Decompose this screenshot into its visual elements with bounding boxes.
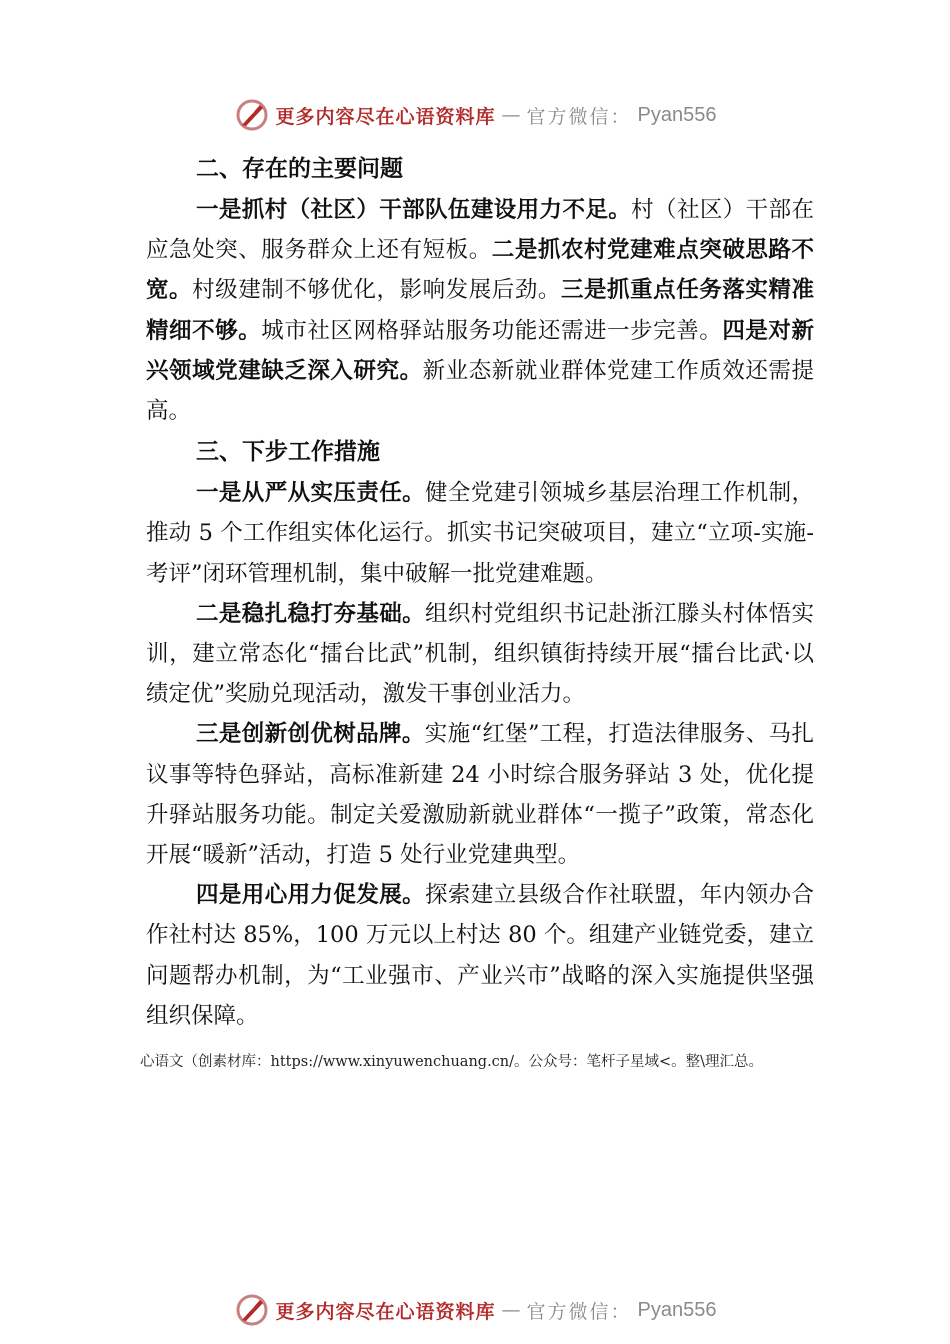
measure-paragraph-3 bbox=[146, 714, 814, 875]
problem-2-text: 村级建制不够优化，影响发展后劲。 bbox=[192, 277, 561, 304]
banner-wechat-account: Pyan556 bbox=[637, 103, 717, 126]
measure-1-title: 一是从严从实压责任。 bbox=[196, 480, 426, 507]
measure-1-text: 健全党建引领城乡基层治理工作机制，推动 5 个工作组实体化运行。抓实书记突破项目，建立“立项-实施-考评”闭环管理机制，集中破解一批党建难题。 bbox=[146, 480, 814, 587]
section-heading-problems: 二、存在的主要问题 bbox=[196, 156, 403, 182]
quill-logo-icon bbox=[234, 1292, 270, 1328]
banner-title: 更多内容尽在心语资料库 bbox=[275, 105, 496, 128]
source-footnote: 心语文（创素材库：https://www.xinyuwenchuang.cn/。公众号：笔杆子星域<。整\理汇总。 bbox=[140, 1054, 764, 1070]
measure-4-text: 探索建立县级合作社联盟，年内领办合作社村达 85%，100 万元以上村达 80 个。组建产业链党委，建立问题帮办机制，为“工业强市、产业兴市”战略的深入实施提供坚强组织保障。 bbox=[146, 882, 814, 1029]
banner-dash: — bbox=[501, 1299, 521, 1321]
header-banner bbox=[0, 95, 950, 135]
section-heading-measures: 三、下步工作措施 bbox=[196, 439, 380, 466]
quill-logo-icon bbox=[234, 97, 270, 133]
banner-wechat-label: 官方微信： bbox=[526, 1300, 632, 1323]
banner-wechat-account: Pyan556 bbox=[637, 1298, 717, 1321]
document-body bbox=[146, 148, 814, 1036]
banner-wechat-label: 官方微信： bbox=[526, 105, 632, 128]
banner-dash: — bbox=[501, 104, 521, 126]
problems-paragraph bbox=[146, 190, 814, 431]
measure-2-title: 二是稳扎稳打夯基础。 bbox=[196, 600, 426, 627]
banner-title: 更多内容尽在心语资料库 bbox=[275, 1300, 496, 1323]
measure-3-title: 三是创新创优树品牌。 bbox=[196, 721, 425, 748]
measure-paragraph-2 bbox=[146, 594, 814, 715]
footer-banner bbox=[0, 1290, 950, 1330]
measure-3-text: 实施“红堡”工程，打造法律服务、马扎议事等特色驿站，高标准新建 24 小时综合服务驿站 3 处，优化提升驿站服务功能。制定关爱激励新就业群体“一揽子”政策，常态化开展“暖新”活动，打造 5 处行业党建典型。 bbox=[146, 721, 814, 869]
problem-1-text: 村（社区）干部在应急处突、服务群众上还有短板。 bbox=[146, 197, 814, 264]
problem-3-text: 城市社区网格驿站服务功能还需进一步完善。 bbox=[261, 317, 723, 344]
problem-4-text: 新业态新就业群体党建工作质效还需提高。 bbox=[146, 357, 814, 425]
measure-paragraph-4 bbox=[146, 875, 814, 1036]
problem-2-title: 二是抓农村党建难点突破思路不宽。 bbox=[146, 237, 814, 304]
problem-1-title: 一是抓村（社区）干部队伍建设用力不足。 bbox=[196, 197, 632, 223]
problem-3-title: 三是抓重点任务落实精准精细不够。 bbox=[146, 277, 814, 344]
measure-2-text: 组织村党组织书记赴浙江滕头村体悟实训，建立常态化“擂台比武”机制，组织镇街持续开展“擂台比武·以绩定优”奖励兑现活动，激发干事创业活力。 bbox=[146, 600, 814, 708]
problem-4-title: 四是对新兴领域党建缺乏深入研究。 bbox=[146, 317, 814, 384]
measure-4-title: 四是用心用力促发展。 bbox=[196, 882, 426, 909]
measure-paragraph-1 bbox=[146, 473, 814, 594]
